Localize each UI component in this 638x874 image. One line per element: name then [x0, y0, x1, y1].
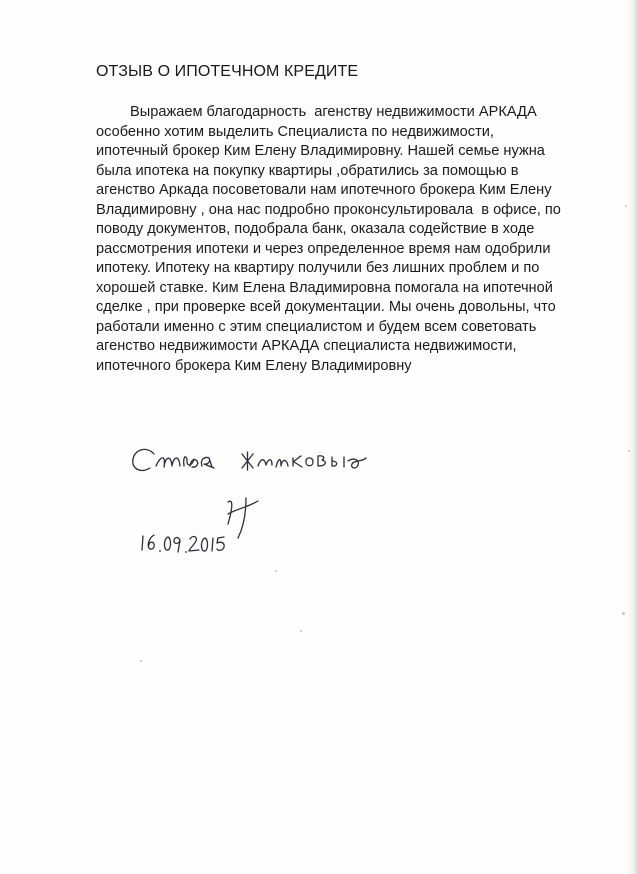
body-line: Владимировну , она нас подробно проконсультировала в офисе, по	[96, 201, 561, 218]
body-line: хорошей ставке. Ким Елена Владимировна помогала на ипотечной	[96, 279, 553, 296]
body-line: работали именно с этим специалистом и будем всем советовать	[96, 318, 537, 335]
body-line: сделке , при проверке всей документации. Мы очень довольны, что	[96, 299, 556, 315]
scan-speck	[275, 570, 277, 572]
scan-speck	[628, 450, 630, 452]
handwritten-signature	[120, 430, 440, 570]
review-body	[96, 103, 576, 376]
body-line: особенно хотим выделить Специалиста по недвижимости,	[96, 123, 494, 140]
body-line: поводу документов, подобрала банк, оказала содействие в ходе	[96, 221, 535, 237]
body-line: рассмотрения ипотеки и через определенное время нам одобрили	[96, 240, 551, 257]
scan-speck	[622, 612, 625, 615]
body-line: Выражаем благодарность агенству недвижимости АРКАДА	[130, 104, 537, 120]
body-line: агенство недвижимости АРКАДА специалиста недвижимости,	[96, 338, 517, 354]
scan-speck	[300, 630, 302, 632]
body-line: агенство Аркада посоветовали нам ипотечного брокера Ким Елену	[96, 182, 552, 198]
scan-speck	[625, 205, 627, 207]
document-title: ОТЗЫВ О ИПОТЕЧНОМ КРЕДИТЕ	[96, 63, 359, 80]
scan-speck	[140, 660, 142, 662]
body-line: ипотеку. Ипотеку на квартиру получили без лишних проблем и по	[96, 260, 540, 276]
scan-edge-shadow	[628, 0, 638, 874]
body-line: ипотечного брокера Ким Елену Владимировну	[96, 357, 412, 374]
body-line: ипотечный брокер Ким Елену Владимировну. Нашей семье нужна	[96, 143, 545, 159]
body-line: была ипотека на покупку квартиры ,обратились за помощью в	[96, 162, 519, 179]
